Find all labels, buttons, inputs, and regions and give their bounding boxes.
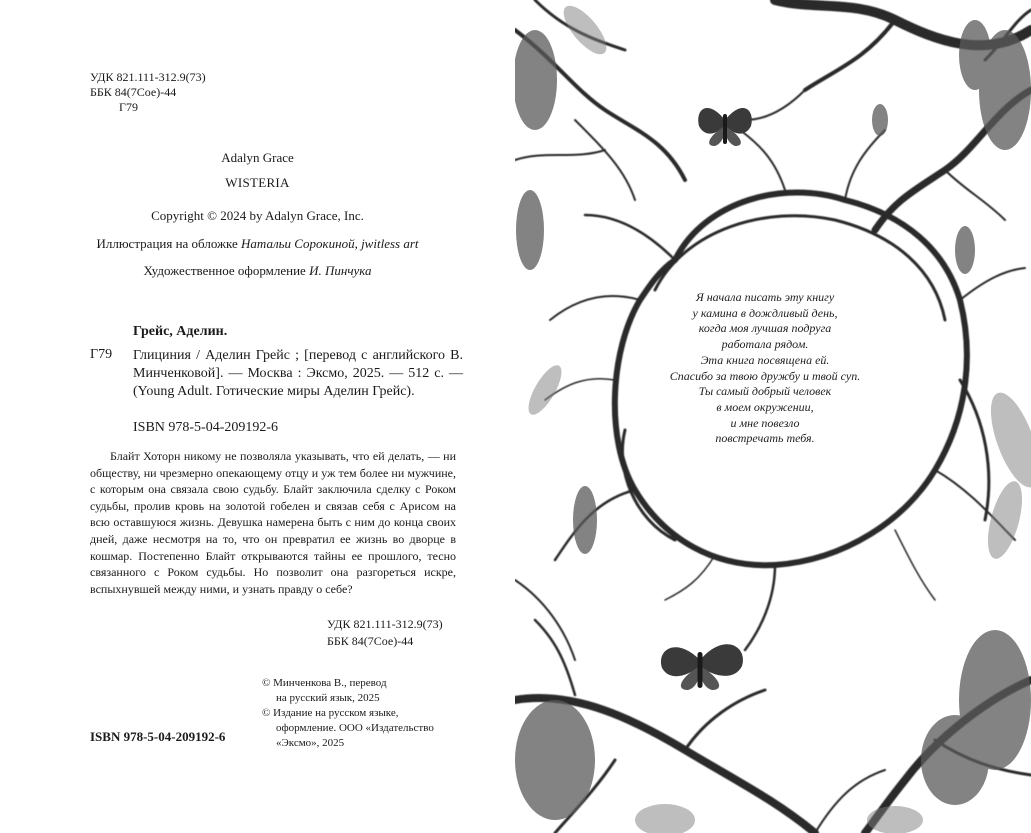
illustration-name: Натальи Сорокиной, jwitless art — [241, 236, 419, 251]
illustration-prefix: Иллюстрация на обложке — [96, 236, 242, 251]
author-english: Adalyn Grace — [221, 150, 294, 165]
dedication-line: когда моя лучшая подруга — [698, 321, 832, 336]
title-english: WISTERIA — [225, 175, 290, 190]
dedication-line: в моем окружении, — [716, 399, 814, 414]
dedication-line: повстречать тебя. — [715, 431, 815, 446]
copyright-notices — [262, 676, 462, 751]
dedication-line: у камина в дождливый день, — [692, 305, 838, 320]
bibliographic-cutter: Г79 — [90, 347, 113, 362]
translation-copyright-1: © Минченкова В., перевод — [262, 677, 387, 689]
dedication-line: Спасибо за твою дружбу и твой суп. — [669, 368, 861, 383]
classification-footer — [327, 616, 443, 650]
book-annotation: Блайт Хоторн никому не позволяла указывать, что ей делать, — ни обществу, ни чрезмерно опекающему отцу и уж тем более ни мужчине, с которым она связала свою судьбу. Блайт заключила сделку с Роком судьбы, пролив кровь на золотой гобелен и связав себя с Арисом на всю оставшуюся жизнь. Девушка намерена быть с ним до конца своих дней, даже несмотря на то, что он превратил ее жизнь во дворце в кошмар. Постепенно Блайт открываются тайны ее прошлого, тесно связанного с Роком судьбы. Но позволит она разгореться искре, вспыхнувшей между ними, и узнать правду о себе? — [90, 449, 456, 596]
dedication-line: Ты самый добрый человек — [698, 384, 832, 399]
bbk-code-footer: ББК 84(7Сое)-44 — [327, 634, 414, 648]
edition-copyright-3: «Эксмо», 2025 — [276, 737, 345, 749]
translation-copyright-2: на русский язык, 2025 — [276, 692, 380, 704]
dedication-text — [640, 290, 890, 447]
cutter-code: Г79 — [119, 100, 138, 114]
design-credit — [0, 263, 515, 279]
bbk-code: ББК 84(7Сое)-44 — [90, 85, 177, 99]
design-prefix: Художественное оформление — [143, 263, 310, 278]
moth-icon — [698, 108, 752, 146]
udk-code-footer: УДК 821.111-312.9(73) — [327, 617, 443, 631]
bibliographic-author: Грейс, Аделин. — [133, 324, 228, 339]
copyright-line: Copyright © 2024 by Adalyn Grace, Inc. — [151, 208, 364, 223]
copyright-page — [0, 0, 515, 833]
design-name: И. Пинчука — [309, 263, 372, 278]
isbn-footer: ISBN 978-5-04-209192-6 — [90, 729, 226, 744]
bibliographic-isbn: ISBN 978-5-04-209192-6 — [133, 420, 279, 435]
moth-icon — [661, 644, 743, 690]
dedication-line: Я начала писать эту книгу — [695, 290, 835, 304]
bibliographic-description: Глициния / Аделин Грейс ; [перевод с английского В. Минченковой]. — Москва : Эксмо, 2025. — 512 с. — (Young Adult. Готические миры Аделин Грейс). — [133, 348, 463, 399]
edition-copyright-1: © Издание на русском языке, — [262, 707, 399, 719]
cover-illustration-credit — [0, 236, 515, 252]
classification-header — [90, 70, 206, 115]
udk-code: УДК 821.111-312.9(73) — [90, 70, 206, 84]
dedication-line: Эта книга посвящена ей. — [700, 352, 830, 367]
edition-copyright-2: оформление. ООО «Издательство — [276, 722, 434, 734]
dedication-line: и мне повезло — [730, 415, 800, 430]
dedication-line: работала рядом. — [721, 337, 809, 352]
